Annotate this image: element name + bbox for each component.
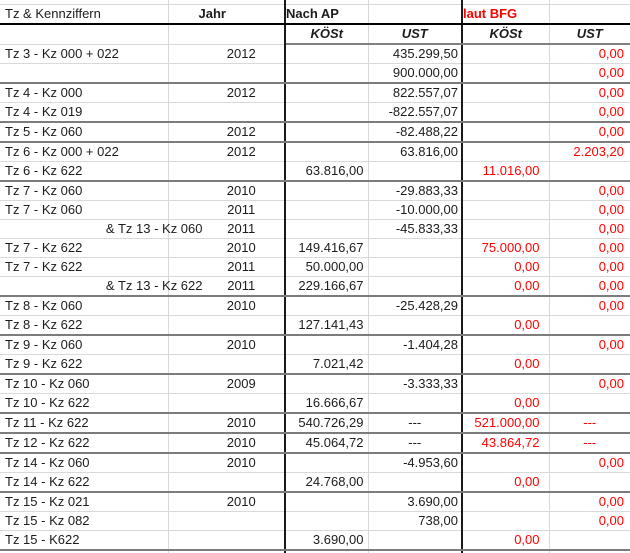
cell-bfg-ust[interactable]: 0,00 [549, 374, 630, 394]
cell-bfg-koest[interactable] [462, 492, 549, 512]
cell-bfg-koest[interactable] [462, 453, 549, 473]
header-ap-koest[interactable]: KÖSt [285, 24, 368, 44]
cell-bfg-koest[interactable]: 11.016,00 [462, 162, 549, 182]
cell-year[interactable]: 2010 [168, 433, 285, 453]
cell-year[interactable] [168, 316, 285, 336]
cell-ap-koest[interactable]: 3.690,00 [285, 531, 368, 551]
cell-bfg-koest[interactable] [462, 296, 549, 316]
table-row [0, 374, 630, 394]
table-row [0, 492, 630, 512]
cell-label-text: & Tz 13 - Kz 622 [105, 278, 203, 293]
cell-ap-ust[interactable] [368, 258, 462, 277]
cell-bfg-koest[interactable]: 0,00 [462, 473, 549, 493]
cell-ap-koest[interactable]: 7.021,42 [285, 355, 368, 375]
table-row [0, 181, 630, 201]
cell-bfg-koest[interactable]: 0,00 [462, 277, 549, 297]
table-row [0, 413, 630, 433]
cell-year[interactable]: 2009 [168, 374, 285, 394]
cell-ap-koest[interactable]: 16.666,67 [285, 394, 368, 414]
table-row [0, 83, 630, 103]
cell-ap-ust[interactable]: 900.000,00 [368, 64, 462, 84]
cell-bfg-ust[interactable]: 0,00 [549, 335, 630, 355]
cell-ap-ust[interactable] [368, 162, 462, 182]
cell-bfg-ust[interactable] [549, 394, 630, 414]
cell-year[interactable]: 2012 [168, 122, 285, 142]
table-row [0, 453, 630, 473]
cell-year[interactable]: 2010 [168, 413, 285, 433]
cell-year[interactable] [168, 64, 285, 84]
cell-ap-koest[interactable] [285, 64, 368, 84]
cell-ap-ust[interactable] [368, 473, 462, 493]
cell-ap-ust[interactable] [368, 531, 462, 551]
cell-label[interactable]: Tz 6 - Kz 622 [0, 162, 168, 182]
cell-label[interactable]: Tz 6 - Kz 000 + 022 [0, 142, 168, 162]
cell-bfg-koest[interactable]: 0,00 [462, 258, 549, 277]
cell-year[interactable]: 2011 [168, 258, 285, 277]
cell-ap-ust[interactable]: -1.404,28 [368, 335, 462, 355]
cell-bfg-koest[interactable]: 75.000,00 [462, 239, 549, 258]
table-row [0, 473, 630, 493]
cell-ap-ust[interactable]: -10.000,00 [368, 201, 462, 220]
cell-ap-koest[interactable] [285, 103, 368, 123]
cell-ap-koest[interactable] [285, 492, 368, 512]
cell-ap-ust[interactable]: 63.816,00 [368, 142, 462, 162]
cell-year[interactable]: 2011 [168, 201, 285, 220]
cell-bfg-koest[interactable]: 521.000,00 [462, 413, 549, 433]
cell-empty[interactable] [368, 5, 462, 25]
cell-year[interactable] [168, 473, 285, 493]
cell-ap-ust[interactable]: --- [368, 433, 462, 453]
cell-label[interactable] [0, 220, 203, 239]
cell-ap-ust[interactable]: -45.833,33 [368, 220, 462, 239]
cell-bfg-ust[interactable]: 0,00 [549, 296, 630, 316]
cell-ap-ust[interactable]: 435.299,50 [368, 44, 462, 64]
cell-ap-koest[interactable] [285, 181, 368, 201]
cell-year[interactable]: 2010 [168, 335, 285, 355]
cell-bfg-ust[interactable]: 0,00 [549, 453, 630, 473]
cell-ap-koest[interactable]: 45.064,72 [285, 433, 368, 453]
table-row [0, 355, 630, 375]
cell-ap-ust[interactable] [368, 394, 462, 414]
cell-ap-ust[interactable]: 3.690,00 [368, 492, 462, 512]
cell-year[interactable] [168, 394, 285, 414]
cell-label[interactable]: Tz 12 - Kz 622 [0, 433, 168, 453]
cell-ap-ust[interactable]: --- [368, 413, 462, 433]
cell-ap-koest[interactable]: 24.768,00 [285, 473, 368, 493]
cell-bfg-ust[interactable]: 0,00 [549, 258, 630, 277]
cell-label[interactable]: Tz 14 - Kz 622 [0, 473, 168, 493]
table-row [0, 258, 630, 277]
table-row [0, 103, 630, 123]
table-row [0, 394, 630, 414]
cell-empty[interactable] [0, 24, 168, 44]
table-row [0, 433, 630, 453]
cell-bfg-ust[interactable] [549, 316, 630, 336]
header-row-sub [0, 24, 630, 44]
cell-label[interactable] [0, 277, 203, 297]
table-row [0, 531, 630, 551]
table-row [0, 512, 630, 531]
cell-ap-ust[interactable]: -3.333,33 [368, 374, 462, 394]
cell-year[interactable]: 2010 [168, 492, 285, 512]
cell-year[interactable]: 2010 [168, 239, 285, 258]
cell-bfg-koest[interactable] [462, 374, 549, 394]
table-row [0, 220, 630, 239]
cell-bfg-ust[interactable]: --- [549, 433, 630, 453]
cell-bfg-ust[interactable]: --- [549, 413, 630, 433]
header-laut-bfg[interactable]: laut BFG [462, 5, 549, 25]
cell-ap-koest[interactable] [285, 453, 368, 473]
cell-bfg-koest[interactable] [462, 83, 549, 103]
cell-bfg-koest[interactable]: 43.864,72 [462, 433, 549, 453]
cell-bfg-koest[interactable] [462, 201, 549, 220]
cell-label[interactable]: Tz 10 - Kz 060 [0, 374, 168, 394]
cell-year[interactable]: 2011 [168, 277, 285, 297]
cell-label[interactable]: Tz 14 - Kz 060 [0, 453, 168, 473]
cell-year[interactable]: 2012 [168, 44, 285, 64]
cell-bfg-koest[interactable] [462, 512, 549, 531]
header-nach-ap[interactable]: Nach AP [285, 5, 368, 25]
cell-ap-koest[interactable]: 63.816,00 [285, 162, 368, 182]
cell-bfg-ust[interactable]: 0,00 [549, 83, 630, 103]
cell-ap-ust[interactable]: -82.488,22 [368, 122, 462, 142]
cell-ap-ust[interactable] [368, 277, 462, 297]
cell-label[interactable]: Tz 15 - K622 [0, 531, 168, 551]
cell-ap-koest[interactable]: 127.141,43 [285, 316, 368, 336]
cell-label[interactable]: Tz 5 - Kz 060 [0, 122, 168, 142]
table-row [0, 201, 630, 220]
cell-ap-koest[interactable] [285, 296, 368, 316]
cell-year[interactable] [168, 162, 285, 182]
cell-label[interactable]: Tz 9 - Kz 622 [0, 355, 168, 375]
cell-ap-koest[interactable]: 149.416,67 [285, 239, 368, 258]
cell-ap-koest[interactable]: 50.000,00 [285, 258, 368, 277]
cell-year[interactable]: 2012 [168, 83, 285, 103]
cell-bfg-ust[interactable]: 2.203,20 [549, 142, 630, 162]
table-row [0, 64, 630, 84]
table-row [0, 239, 630, 258]
table-row [0, 162, 630, 182]
header-ap-ust[interactable]: UST [368, 24, 462, 44]
table-row [0, 316, 630, 336]
cell-bfg-ust[interactable]: 0,00 [549, 201, 630, 220]
cell-ap-koest[interactable] [285, 83, 368, 103]
cell-bfg-koest[interactable]: 0,00 [462, 531, 549, 551]
cell-label[interactable]: Tz 7 - Kz 060 [0, 201, 168, 220]
cell-bfg-ust[interactable] [549, 355, 630, 375]
cell-bfg-ust[interactable]: 0,00 [549, 492, 630, 512]
cell-empty[interactable] [549, 5, 630, 25]
cell-year[interactable]: 2010 [168, 181, 285, 201]
table-row [0, 142, 630, 162]
cell-label[interactable]: Tz 15 - Kz 082 [0, 512, 168, 531]
cell-label[interactable]: Tz 3 - Kz 000 + 022 [0, 44, 168, 64]
cell-bfg-ust[interactable]: 0,00 [549, 512, 630, 531]
cell-year[interactable] [168, 355, 285, 375]
cell-empty[interactable] [168, 24, 285, 44]
cell-bfg-ust[interactable] [549, 162, 630, 182]
cell-year[interactable] [168, 103, 285, 123]
table-row [0, 296, 630, 316]
cell-label[interactable]: Tz 8 - Kz 622 [0, 316, 168, 336]
cell-bfg-ust[interactable]: 0,00 [549, 103, 630, 123]
cell-ap-ust[interactable]: 822.557,07 [368, 83, 462, 103]
header-jahr[interactable]: Jahr [168, 5, 285, 25]
cell-label[interactable]: Tz 4 - Kz 000 [0, 83, 168, 103]
cell-label[interactable]: Tz 9 - Kz 060 [0, 335, 168, 355]
cell-year[interactable]: 2010 [168, 453, 285, 473]
cell-label[interactable]: Tz 8 - Kz 060 [0, 296, 168, 316]
header-row-main [0, 5, 630, 25]
cell-ap-koest[interactable] [285, 335, 368, 355]
cell-label[interactable]: Tz 11 - Kz 622 [0, 413, 168, 433]
cell-bfg-ust[interactable]: 0,00 [549, 277, 630, 297]
cell-ap-ust[interactable]: -25.428,29 [368, 296, 462, 316]
header-bfg-ust[interactable]: UST [549, 24, 630, 44]
cell-label[interactable] [0, 64, 168, 84]
cell-ap-ust[interactable]: 738,00 [368, 512, 462, 531]
cell-ap-koest[interactable] [285, 512, 368, 531]
cell-bfg-ust[interactable] [549, 473, 630, 493]
cell-ap-koest[interactable]: 229.166,67 [285, 277, 368, 297]
cell-label[interactable]: Tz 15 - Kz 021 [0, 492, 168, 512]
cell-bfg-koest[interactable]: 0,00 [462, 316, 549, 336]
cell-ap-koest[interactable] [285, 44, 368, 64]
cell-bfg-ust[interactable]: 0,00 [549, 64, 630, 84]
cell-label[interactable]: Tz 10 - Kz 622 [0, 394, 168, 414]
cell-label-text: & Tz 13 - Kz 060 [105, 221, 203, 236]
cell-ap-koest[interactable] [285, 142, 368, 162]
cell-year[interactable] [168, 531, 285, 551]
cell-bfg-koest[interactable] [462, 64, 549, 84]
cell-ap-ust[interactable] [368, 316, 462, 336]
cell-bfg-ust[interactable]: 0,00 [549, 220, 630, 239]
cell-label[interactable]: Tz 4 - Kz 019 [0, 103, 168, 123]
cell-ap-koest[interactable]: 540.726,29 [285, 413, 368, 433]
cell-bfg-koest[interactable]: 0,00 [462, 394, 549, 414]
cell-year[interactable] [168, 512, 285, 531]
cell-label[interactable]: Tz 7 - Kz 622 [0, 258, 168, 277]
cell-bfg-koest[interactable] [462, 142, 549, 162]
cell-ap-ust[interactable] [368, 239, 462, 258]
cell-ap-ust[interactable]: -4.953,60 [368, 453, 462, 473]
cell-ap-koest[interactable] [285, 220, 368, 239]
cell-bfg-koest[interactable] [462, 103, 549, 123]
cell-bfg-koest[interactable] [462, 335, 549, 355]
cell-ap-ust[interactable] [368, 355, 462, 375]
table-row [0, 335, 630, 355]
header-col1[interactable]: Tz & Kennziffern [0, 5, 168, 25]
cell-bfg-koest[interactable]: 0,00 [462, 355, 549, 375]
header-bfg-koest[interactable]: KÖSt [462, 24, 549, 44]
cell-bfg-ust[interactable]: 0,00 [549, 239, 630, 258]
cell-ap-ust[interactable]: -29.883,33 [368, 181, 462, 201]
cell-bfg-ust[interactable]: 0,00 [549, 181, 630, 201]
cell-bfg-ust[interactable]: 0,00 [549, 44, 630, 64]
cell-ap-ust[interactable]: -822.557,07 [368, 103, 462, 123]
cell-year[interactable]: 2011 [168, 220, 285, 239]
cell-label[interactable]: Tz 7 - Kz 060 [0, 181, 168, 201]
table-row [0, 277, 630, 297]
cell-year[interactable]: 2012 [168, 142, 285, 162]
cell-label[interactable]: Tz 7 - Kz 622 [0, 239, 168, 258]
cell-bfg-ust[interactable] [549, 531, 630, 551]
table-row [0, 44, 630, 64]
cell-ap-koest[interactable] [285, 374, 368, 394]
cell-bfg-koest[interactable] [462, 181, 549, 201]
cell-year[interactable]: 2010 [168, 296, 285, 316]
cell-bfg-koest[interactable] [462, 220, 549, 239]
cell-ap-koest[interactable] [285, 201, 368, 220]
cell-ap-koest[interactable] [285, 122, 368, 142]
cell-bfg-koest[interactable] [462, 44, 549, 64]
table-row [0, 122, 630, 142]
cell-bfg-ust[interactable]: 0,00 [549, 122, 630, 142]
cell-bfg-koest[interactable] [462, 122, 549, 142]
